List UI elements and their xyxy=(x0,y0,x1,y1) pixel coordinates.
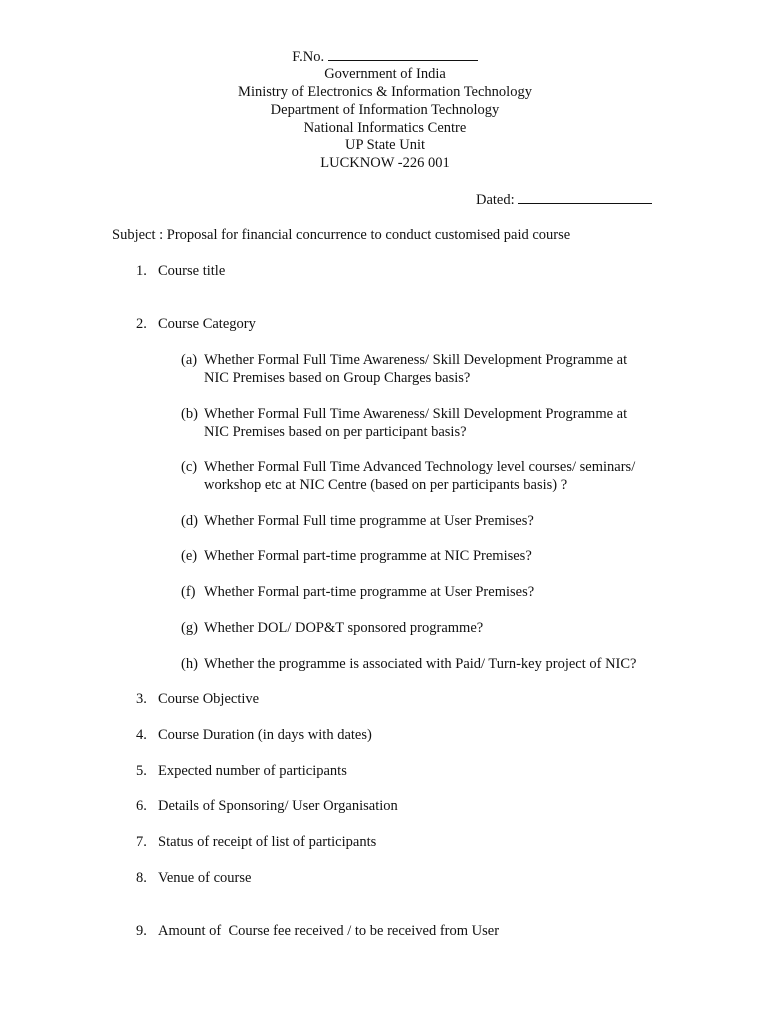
option-letter: (c) xyxy=(181,459,198,475)
item-text: Details of Sponsoring/ User Organisation xyxy=(158,798,398,814)
item-text: Course Objective xyxy=(158,691,260,707)
option-letter: (a) xyxy=(181,352,198,368)
item-text: Venue of course xyxy=(158,870,252,886)
item-number: 2. xyxy=(136,316,147,332)
item-number: 6. xyxy=(136,798,147,814)
option-text-line1: Whether Formal Full Time Awareness/ Skill Development Programme at xyxy=(204,352,628,368)
file-number-label: F.No. xyxy=(292,49,325,65)
item-text: Course Category xyxy=(158,316,256,332)
header-line-city: LUCKNOW -226 001 xyxy=(320,155,450,171)
file-number-line xyxy=(0,47,770,66)
subject-line: Subject : Proposal for financial concurrence to conduct customised paid course xyxy=(112,227,571,243)
item-number: 1. xyxy=(136,263,147,279)
option-text-line2: workshop etc at NIC Centre (based on per participants basis) ? xyxy=(204,477,568,493)
option-text-line1: Whether Formal Full Time Advanced Technology level courses/ seminars/ xyxy=(204,459,636,475)
item-number: 8. xyxy=(136,870,147,886)
header-line-government: Government of India xyxy=(324,66,446,82)
item-number: 3. xyxy=(136,691,147,707)
header-line-department: Department of Information Technology xyxy=(270,102,500,118)
option-letter: (h) xyxy=(181,656,198,672)
option-text-line1: Whether the programme is associated with Paid/ Turn-key project of NIC? xyxy=(204,656,637,672)
dated-label: Dated: xyxy=(476,192,515,208)
option-letter: (g) xyxy=(181,620,198,636)
option-letter: (f) xyxy=(181,584,196,600)
item-number: 9. xyxy=(136,923,147,939)
item-text: Expected number of participants xyxy=(158,763,347,779)
option-text-line1: Whether Formal Full time programme at User Premises? xyxy=(204,513,534,529)
option-text-line2: NIC Premises based on Group Charges basis? xyxy=(204,370,471,386)
option-text-line1: Whether Formal part-time programme at User Premises? xyxy=(204,584,535,600)
item-text: Status of receipt of list of participants xyxy=(158,834,377,850)
option-text-line1: Whether Formal Full Time Awareness/ Skill Development Programme at xyxy=(204,406,628,422)
option-letter: (d) xyxy=(181,513,198,529)
option-letter: (b) xyxy=(181,406,198,422)
header-line-ministry: Ministry of Electronics & Information Technology xyxy=(238,84,532,100)
header-line-unit: UP State Unit xyxy=(344,137,426,153)
dated-field[interactable] xyxy=(518,190,652,204)
option-text-line1: Whether DOL/ DOP&T sponsored programme? xyxy=(204,620,484,636)
option-text-line2: NIC Premises based on per participant basis? xyxy=(204,424,467,440)
item-number: 5. xyxy=(136,763,147,779)
option-letter: (e) xyxy=(181,548,198,564)
item-number: 7. xyxy=(136,834,147,850)
file-number-field[interactable] xyxy=(328,47,478,61)
item-text: Course title xyxy=(158,263,226,279)
item-text: Amount of Course fee received / to be received from User xyxy=(158,923,500,939)
header-line-nic: National Informatics Centre xyxy=(303,120,467,136)
item-number: 4. xyxy=(136,727,147,743)
option-text-line1: Whether Formal part-time programme at NIC Premises? xyxy=(204,548,532,564)
item-text: Course Duration (in days with dates) xyxy=(158,727,372,743)
dated-line xyxy=(476,190,652,209)
